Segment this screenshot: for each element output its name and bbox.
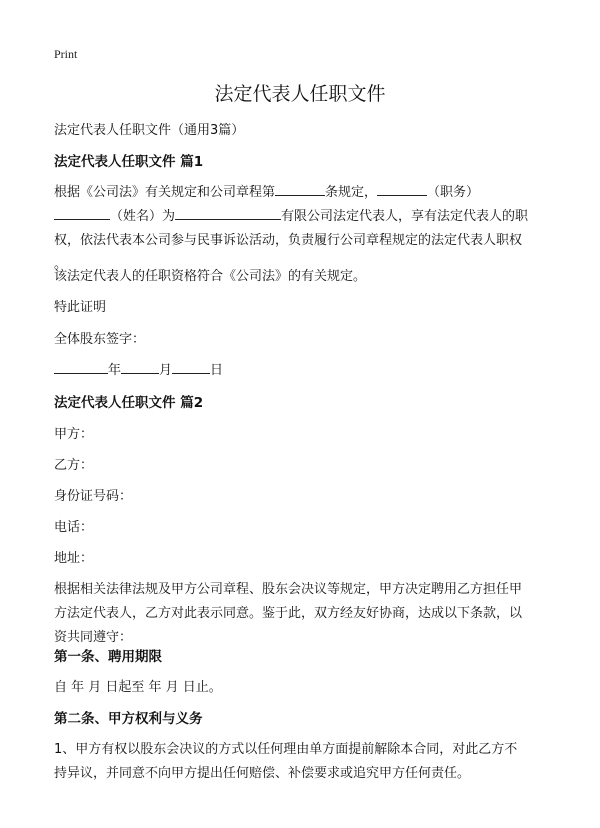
section1-certify: 特此证明 — [54, 300, 107, 315]
party-a-label: 甲方： — [54, 427, 94, 442]
company-name-blank — [175, 205, 281, 220]
intro-line2: 方法定代表人，乙方对此表示同意。鉴于此，双方经友好协商，达成以下条款，以 — [54, 606, 523, 621]
section1-p1-line1 — [54, 181, 554, 205]
party-b-label: 乙方： — [54, 458, 94, 473]
section1-p1-line2 — [54, 205, 554, 229]
p1-text-a: 根据《公司法》有关规定和公司章程第 — [54, 185, 276, 200]
section1-p1-line3: 权，依法代表本公司参与民事诉讼活动，负责履行公司章程规定的法定代表人职权 — [54, 233, 523, 248]
p1-text-d: （姓名）为 — [110, 209, 176, 224]
document-subtitle: 法定代表人任职文件（通用3篇） — [54, 123, 245, 138]
section1-p1-line4: 。 — [54, 257, 68, 272]
article1-text: 自 年 月 日起至 年 月 日止。 — [54, 680, 222, 695]
position-blank — [377, 181, 427, 196]
section2-heading: 法定代表人任职文件 篇2 — [54, 395, 204, 411]
address-label: 地址： — [54, 551, 94, 566]
section2-intro — [54, 578, 554, 650]
section1-signature-label: 全体股东签字： — [54, 332, 146, 347]
intro-line1: 根据相关法律法规及甲方公司章程、股东会决议等规定，甲方决定聘用乙方担任甲 — [54, 582, 523, 597]
id-number-label: 身份证号码： — [54, 489, 133, 504]
section1-heading: 法定代表人任职文件 篇1 — [54, 154, 204, 170]
print-label: Print — [54, 47, 78, 61]
intro-line3: 资共同遵守： — [54, 630, 133, 645]
month-label: 月 — [159, 363, 173, 378]
month-blank — [121, 359, 159, 374]
section1-paragraph1 — [54, 181, 554, 277]
year-label: 年 — [108, 363, 122, 378]
year-blank — [54, 359, 108, 374]
article-number-blank — [275, 181, 325, 196]
document-title: 法定代表人任职文件 — [214, 83, 386, 105]
article1-heading: 第一条、聘用期限 — [54, 649, 162, 665]
p1-text-e: 有限公司法定代表人，享有法定代表人的职 — [281, 209, 529, 224]
article2-heading: 第二条、甲方权利与义务 — [54, 711, 203, 727]
p1-text-c: （职务） — [427, 185, 480, 200]
section1-paragraph2: 该法定代表人的任职资格符合《公司法》的有关规定。 — [54, 269, 367, 284]
phone-label: 电话： — [54, 520, 94, 535]
day-label: 日 — [210, 363, 224, 378]
p1-text-b: 条规定， — [325, 185, 378, 200]
article2-text — [54, 738, 554, 786]
name-blank — [54, 205, 110, 220]
day-blank — [172, 359, 210, 374]
article2-line2: 持异议，并同意不向甲方提出任何赔偿、补偿要求或追究甲方任何责任。 — [54, 766, 471, 781]
article2-line1: 1、甲方有权以股东会决议的方式以任何理由单方面提前解除本合同，对此乙方不 — [54, 742, 518, 757]
section1-date-line — [54, 359, 554, 383]
